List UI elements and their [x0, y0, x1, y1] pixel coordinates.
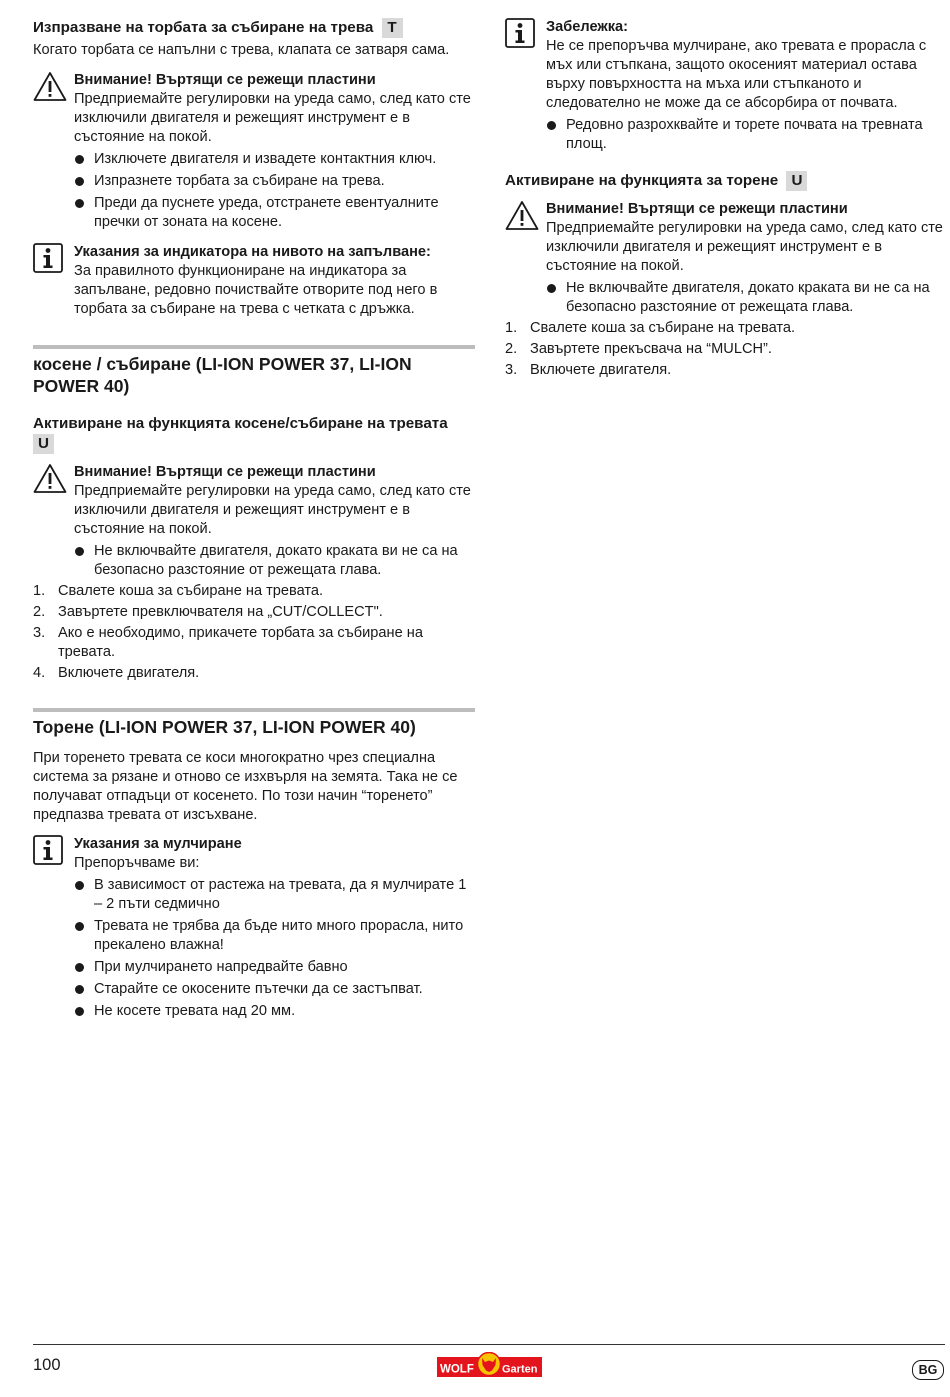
- list-item: Редовно разрохквайте и торете почвата на тревната площ.: [566, 116, 945, 154]
- list-item: Тревата не трябва да бъде нито много прорасла, нито прекалено влажна!: [94, 917, 475, 955]
- warning-title: Внимание! Въртящи се режещи пластини: [546, 201, 848, 217]
- warning-triangle-icon: [505, 200, 539, 231]
- section-mow-collect: [33, 345, 475, 683]
- info-icon: [505, 18, 535, 48]
- list-item: 1. Свалете коша за събиране на тревата.: [33, 583, 324, 599]
- list-item: Не включвайте двигателя, докато краката ви не са на безопасно разстояние от режещата глава.: [94, 542, 475, 580]
- figure-badge: T: [382, 18, 403, 38]
- info-block: [33, 835, 475, 1021]
- section-divider: [33, 345, 475, 349]
- list-item: 3. Ако е необходимо, прикачете торбата за събиране на тревата.: [33, 625, 423, 660]
- info-block: [33, 243, 475, 319]
- info-text: За правилното функциониране на индикатора за запълване, редовно почиствайте отворите под него в торбата за събиране на трева с четката с дръжка.: [74, 263, 438, 317]
- list-item: 2. Завъртете прекъсвача на “MULCH”.: [505, 341, 772, 357]
- bullet-list: [74, 876, 475, 1021]
- list-item: Изпразнете торбата за събиране на трева.: [94, 172, 475, 191]
- warning-block: [33, 71, 475, 232]
- note-block: [505, 18, 945, 154]
- footer-divider: [33, 1344, 945, 1345]
- section-mulching: [33, 708, 475, 1021]
- info-title: Указания за мулчиране: [74, 836, 242, 852]
- section-empty-grass-bag: [33, 18, 475, 319]
- warning-text: Предприемайте регулировки на уреда само, след като сте изключили двигателя и режещият инструмент е в състояние на покой.: [74, 483, 471, 537]
- warning-block: [505, 200, 945, 317]
- numbered-steps: [33, 582, 475, 683]
- page-number: 100: [33, 1356, 61, 1374]
- section-activate-mulching: [505, 171, 945, 380]
- note-text: Не се препоръчва мулчиране, ако тревата е прорасла с мъх или стъпкана, защото окосеният материал остава върху повърхността на мъха или стъпканото и следователно не може да се абсорбира от почвата.: [546, 38, 927, 111]
- warning-block: [33, 463, 475, 580]
- warning-text: Предприемайте регулировки на уреда само, след като сте изключили двигателя и режещият инструмент е в състояние на покой.: [74, 91, 471, 145]
- paragraph: При торенето тревата се коси многократно чрез специална система за рязане и отново се изхвърля на земята. Така не се получават отпадъци от косенето. По този начин “торенето” предпазва тревата от изсъхване.: [33, 750, 458, 823]
- section-divider: [33, 708, 475, 712]
- logo-wordmark-left: WOLF: [440, 1363, 474, 1376]
- bullet-list: [74, 150, 475, 232]
- figure-badge: U: [786, 171, 807, 191]
- numbered-steps: [505, 319, 945, 380]
- list-item: В зависимост от растежа на тревата, да я мулчирате 1 – 2 пъти седмично: [94, 876, 475, 914]
- list-item: Не косете тревата над 20 мм.: [94, 1002, 475, 1021]
- list-item: 1. Свалете коша за събиране на тревата.: [505, 320, 796, 336]
- info-title: Указания за индикатора на нивото на запълване:: [74, 244, 431, 260]
- section-heading: Изпразване на торбата за събиране на трева T: [33, 18, 475, 38]
- section-heading: Активиране на функцията за торене U: [505, 171, 945, 191]
- note-title: Забележка:: [546, 19, 629, 35]
- warning-title: Внимание! Въртящи се режещи пластини: [74, 464, 376, 480]
- bullet-list: [74, 542, 475, 580]
- warning-text: Предприемайте регулировки на уреда само, след като сте изключили двигателя и режещият инструмент е в състояние на покой.: [546, 220, 943, 274]
- sub-heading: Активиране на функцията косене/събиране на тревата U: [33, 415, 448, 452]
- info-icon: [33, 835, 63, 865]
- section-heading: косене / събиране (LI-ION POWER 37, LI-ION POWER 40): [33, 354, 412, 396]
- info-text: Препоръчваме ви:: [74, 855, 200, 871]
- warning-title: Внимание! Въртящи се режещи пластини: [74, 72, 376, 88]
- list-item: Старайте се окосените пътечки да се застъпват.: [94, 980, 475, 999]
- left-column: [33, 18, 475, 1021]
- right-column: [505, 18, 945, 380]
- section-heading: Торене (LI-ION POWER 37, LI-ION POWER 40): [33, 717, 416, 737]
- list-item: Изключете двигателя и извадете контактния ключ.: [94, 150, 475, 169]
- logo-wordmark-right: Garten: [502, 1363, 538, 1376]
- list-item: Преди да пуснете уреда, отстранете евентуалните пречки от зоната на косене.: [94, 194, 475, 232]
- info-icon: [33, 243, 63, 273]
- figure-badge: U: [33, 434, 54, 454]
- list-item: При мулчирането напредвайте бавно: [94, 958, 475, 977]
- language-badge: BG: [912, 1360, 944, 1380]
- list-item: 2. Завъртете превключвателя на „CUT/COLLECT".: [33, 604, 383, 620]
- bullet-list: [546, 279, 945, 317]
- paragraph: Когато торбата се напълни с трева, клапата се затваря сама.: [33, 42, 450, 58]
- list-item: 3. Включете двигателя.: [505, 362, 672, 378]
- bullet-list: [546, 116, 945, 154]
- list-item: Не включвайте двигателя, докато краката ви не са на безопасно разстояние от режещата глава.: [566, 279, 945, 317]
- warning-triangle-icon: [33, 463, 67, 494]
- warning-triangle-icon: [33, 71, 67, 102]
- list-item: 4. Включете двигателя.: [33, 665, 200, 681]
- wolf-garten-logo: [437, 1352, 542, 1380]
